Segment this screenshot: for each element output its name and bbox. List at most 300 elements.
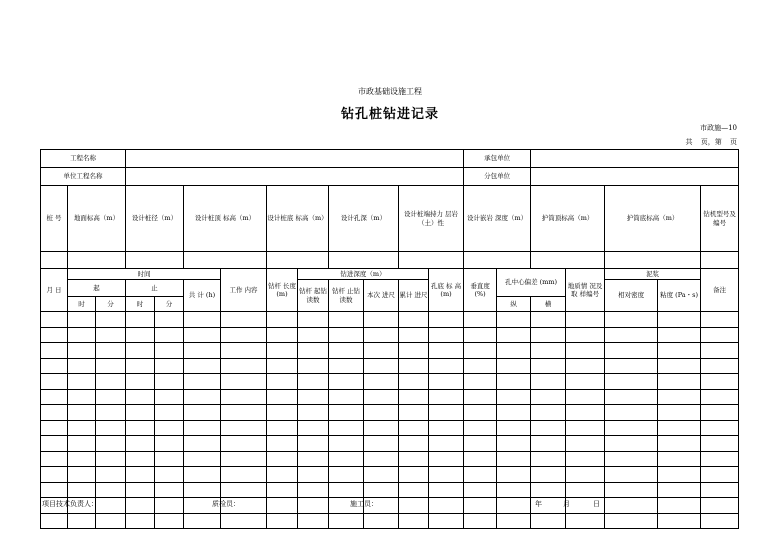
record-cell — [298, 405, 329, 421]
record-cell — [267, 451, 298, 467]
record-cell — [464, 498, 497, 514]
geology-header: 地质情 况及取 样编号 — [566, 269, 605, 312]
record-cell — [364, 436, 399, 452]
record-cell — [531, 467, 566, 483]
record-cell — [41, 513, 68, 529]
record-cell — [329, 343, 364, 359]
record-cell — [41, 420, 68, 436]
record-cell — [531, 513, 566, 529]
record-cell — [298, 513, 329, 529]
record-cell — [399, 327, 429, 343]
record-cell — [41, 467, 68, 483]
record-cell — [429, 467, 464, 483]
record-cell — [329, 327, 364, 343]
hole-depth-header: 设计孔深（m） — [329, 186, 399, 252]
record-cell — [96, 343, 126, 359]
design-value-cell — [126, 252, 184, 269]
record-cell — [605, 343, 658, 359]
record-cell — [701, 343, 739, 359]
record-cell — [497, 312, 531, 328]
record-cell — [364, 374, 399, 390]
record-cell — [329, 482, 364, 498]
record-cell — [464, 467, 497, 483]
record-cell — [658, 327, 701, 343]
record-cell — [68, 467, 96, 483]
record-cell — [155, 482, 184, 498]
design-value-cell — [605, 252, 701, 269]
record-cell — [126, 451, 155, 467]
record-cell — [96, 482, 126, 498]
record-cell — [267, 374, 298, 390]
record-cell — [701, 389, 739, 405]
record-cell — [126, 482, 155, 498]
record-cell — [184, 451, 221, 467]
month-label: 月 — [563, 500, 570, 508]
record-row — [41, 389, 739, 405]
record-cell — [399, 374, 429, 390]
casing-top-elev-header: 护筒顶标高（m） — [531, 186, 605, 252]
record-cell — [531, 358, 566, 374]
transverse-header: 横 — [531, 297, 566, 312]
record-row — [41, 498, 739, 514]
record-cell — [399, 389, 429, 405]
record-cell — [155, 467, 184, 483]
record-cell — [497, 436, 531, 452]
total-hours-header: 共 计 (h) — [184, 280, 221, 312]
design-value-cell — [531, 252, 605, 269]
cumulative-footage-header: 累计 进尺 — [399, 280, 429, 312]
record-cell — [41, 482, 68, 498]
record-header-row-2 — [41, 280, 739, 297]
record-cell — [267, 513, 298, 529]
record-cell — [566, 420, 605, 436]
design-value-cell — [68, 252, 126, 269]
record-cell — [364, 327, 399, 343]
record-cell — [221, 420, 267, 436]
subcontractor-value — [531, 168, 739, 186]
casing-bottom-elev-header: 护筒底标高（m） — [605, 186, 701, 252]
record-cell — [464, 513, 497, 529]
form-number: 市政施—10 — [700, 124, 737, 132]
record-cell — [605, 482, 658, 498]
record-cell — [464, 389, 497, 405]
record-cell — [497, 498, 531, 514]
record-cell — [68, 358, 96, 374]
design-value-cell — [41, 252, 68, 269]
record-cell — [298, 358, 329, 374]
end-bearing-layer-header: 设计桩端持力 层岩（土）性 — [399, 186, 464, 252]
info-row-project — [41, 150, 739, 168]
rod-start-count-header: 钻杆 起钻 读数 — [298, 280, 329, 312]
record-cell — [429, 451, 464, 467]
inspector-signature-label: 质检员： — [212, 500, 240, 508]
record-cell — [96, 405, 126, 421]
record-cell — [364, 420, 399, 436]
record-cell — [566, 451, 605, 467]
record-cell — [96, 498, 126, 514]
date-header: 月 日 — [41, 269, 68, 312]
record-cell — [155, 420, 184, 436]
record-cell — [429, 358, 464, 374]
record-cell — [329, 358, 364, 374]
record-cell — [701, 358, 739, 374]
record-cell — [298, 420, 329, 436]
record-cell — [364, 513, 399, 529]
record-cell — [184, 436, 221, 452]
design-value-cell — [399, 252, 464, 269]
record-cell — [464, 420, 497, 436]
design-section — [41, 186, 739, 269]
record-cell — [126, 420, 155, 436]
record-cell — [605, 358, 658, 374]
drilling-depth-header: 钻进深度（m） — [298, 269, 429, 280]
record-cell — [605, 420, 658, 436]
record-cell — [658, 343, 701, 359]
record-cell — [658, 498, 701, 514]
record-cell — [399, 343, 429, 359]
record-cell — [329, 312, 364, 328]
record-cell — [497, 405, 531, 421]
record-cell — [364, 312, 399, 328]
record-cell — [464, 343, 497, 359]
record-cell — [658, 482, 701, 498]
remarks-header: 备注 — [701, 269, 739, 312]
record-cell — [605, 467, 658, 483]
contractor-value — [531, 150, 739, 168]
record-cell — [96, 327, 126, 343]
record-row — [41, 358, 739, 374]
record-cell — [96, 312, 126, 328]
record-cell — [399, 405, 429, 421]
record-cell — [497, 420, 531, 436]
record-cell — [531, 312, 566, 328]
record-cell — [155, 389, 184, 405]
record-cell — [658, 513, 701, 529]
relative-density-header: 相对密度 — [605, 280, 658, 312]
record-cell — [329, 513, 364, 529]
record-row — [41, 405, 739, 421]
record-cell — [41, 343, 68, 359]
record-cell — [41, 358, 68, 374]
record-cell — [329, 451, 364, 467]
record-cell — [566, 482, 605, 498]
record-cell — [364, 343, 399, 359]
ground-elev-header: 地面标高（m） — [68, 186, 126, 252]
record-cell — [429, 389, 464, 405]
record-cell — [155, 405, 184, 421]
record-cell — [126, 343, 155, 359]
record-cell — [701, 420, 739, 436]
record-cell — [155, 343, 184, 359]
record-cell — [701, 451, 739, 467]
record-cell — [364, 451, 399, 467]
pile-top-elev-header: 设计桩顶 标高（m） — [184, 186, 267, 252]
record-cell — [267, 389, 298, 405]
record-row — [41, 467, 739, 483]
record-cell — [221, 513, 267, 529]
record-cell — [155, 358, 184, 374]
record-cell — [68, 436, 96, 452]
record-cell — [329, 374, 364, 390]
record-cell — [68, 405, 96, 421]
record-cell — [267, 436, 298, 452]
pile-dia-header: 设计桩径（m） — [126, 186, 184, 252]
record-cell — [464, 327, 497, 343]
record-cell — [364, 358, 399, 374]
record-cell — [605, 405, 658, 421]
record-cell — [184, 405, 221, 421]
record-cell — [701, 374, 739, 390]
record-cell — [41, 389, 68, 405]
record-cell — [464, 482, 497, 498]
record-cell — [566, 358, 605, 374]
unit-project-label: 单位工程名称 — [41, 168, 126, 186]
record-cell — [429, 498, 464, 514]
record-cell — [96, 389, 126, 405]
record-header-row-1 — [41, 269, 739, 280]
record-cell — [267, 482, 298, 498]
record-cell — [41, 451, 68, 467]
record-cell — [267, 405, 298, 421]
record-cell — [155, 451, 184, 467]
record-cell — [429, 405, 464, 421]
record-cell — [68, 420, 96, 436]
record-cell — [605, 436, 658, 452]
record-row — [41, 374, 739, 390]
record-cell — [566, 513, 605, 529]
record-cell — [399, 451, 429, 467]
record-cell — [298, 482, 329, 498]
record-cell — [464, 405, 497, 421]
record-cell — [497, 358, 531, 374]
record-cell — [298, 343, 329, 359]
record-cell — [531, 436, 566, 452]
record-cell — [497, 389, 531, 405]
contractor-label: 承包单位 — [464, 150, 531, 168]
record-cell — [531, 420, 566, 436]
record-cell — [96, 513, 126, 529]
record-cell — [126, 513, 155, 529]
record-cell — [658, 405, 701, 421]
record-cell — [221, 312, 267, 328]
record-cell — [605, 451, 658, 467]
record-cell — [267, 327, 298, 343]
rig-model-header: 钻机型号及编号 — [701, 186, 739, 252]
record-cell — [184, 513, 221, 529]
stop-minute-header: 分 — [155, 297, 184, 312]
record-cell — [701, 482, 739, 498]
record-cell — [298, 312, 329, 328]
drilling-record-table — [40, 149, 739, 529]
record-cell — [658, 436, 701, 452]
record-cell — [399, 482, 429, 498]
record-cell — [701, 513, 739, 529]
record-cell — [68, 312, 96, 328]
record-cell — [429, 436, 464, 452]
record-cell — [399, 358, 429, 374]
center-deviation-header: 孔中心偏差 (mm) — [497, 269, 566, 297]
record-cell — [267, 312, 298, 328]
record-cell — [126, 374, 155, 390]
record-cell — [96, 358, 126, 374]
record-cell — [566, 343, 605, 359]
verticality-header: 垂直度 (%) — [464, 269, 497, 312]
longitudinal-header: 纵 — [497, 297, 531, 312]
record-cell — [566, 467, 605, 483]
record-cell — [329, 420, 364, 436]
record-cell — [267, 420, 298, 436]
record-cell — [126, 327, 155, 343]
record-cell — [399, 498, 429, 514]
design-value-cell — [701, 252, 739, 269]
record-cell — [566, 389, 605, 405]
record-cell — [329, 467, 364, 483]
record-cell — [464, 312, 497, 328]
record-cell — [605, 389, 658, 405]
rod-length-header: 钻杆 长度 (m) — [267, 269, 298, 312]
record-cell — [184, 374, 221, 390]
stop-hour-header: 时 — [126, 297, 155, 312]
this-footage-header: 本次 进尺 — [364, 280, 399, 312]
record-cell — [566, 405, 605, 421]
record-cell — [429, 420, 464, 436]
record-cell — [399, 312, 429, 328]
record-row — [41, 513, 739, 529]
constructor-signature-label: 施工员： — [350, 500, 378, 508]
record-cell — [531, 405, 566, 421]
record-cell — [298, 389, 329, 405]
record-cell — [41, 327, 68, 343]
record-cell — [399, 436, 429, 452]
record-cell — [155, 374, 184, 390]
record-cell — [429, 513, 464, 529]
record-cell — [221, 327, 267, 343]
record-cell — [464, 374, 497, 390]
time-stop-header: 止 — [126, 280, 184, 297]
record-cell — [267, 343, 298, 359]
record-cell — [429, 327, 464, 343]
record-cell — [605, 498, 658, 514]
record-cell — [184, 420, 221, 436]
record-cell — [364, 482, 399, 498]
record-row — [41, 436, 739, 452]
record-cell — [658, 389, 701, 405]
record-cell — [605, 513, 658, 529]
record-cell — [658, 420, 701, 436]
record-cell — [221, 358, 267, 374]
record-cell — [184, 389, 221, 405]
record-cell — [126, 436, 155, 452]
record-cell — [155, 436, 184, 452]
record-cell — [531, 343, 566, 359]
record-cell — [399, 513, 429, 529]
record-row — [41, 312, 739, 328]
record-cell — [68, 389, 96, 405]
record-row — [41, 420, 739, 436]
record-cell — [605, 312, 658, 328]
record-cell — [429, 374, 464, 390]
record-cell — [497, 467, 531, 483]
pile-bottom-elev-header: 设计桩底 标高（m） — [267, 186, 329, 252]
year-label: 年 — [535, 500, 542, 508]
record-cell — [267, 358, 298, 374]
tech-lead-signature-label: 项目技术负责人： — [42, 500, 98, 508]
record-cell — [429, 343, 464, 359]
record-cell — [126, 312, 155, 328]
record-cell — [298, 327, 329, 343]
record-cell — [155, 312, 184, 328]
mud-header: 泥浆 — [605, 269, 701, 280]
record-cell — [566, 312, 605, 328]
record-cell — [329, 389, 364, 405]
record-cell — [497, 343, 531, 359]
record-cell — [221, 467, 267, 483]
record-cell — [605, 327, 658, 343]
record-cell — [497, 482, 531, 498]
record-cell — [221, 482, 267, 498]
record-cell — [298, 436, 329, 452]
project-name-value — [126, 150, 464, 168]
record-cell — [399, 467, 429, 483]
record-cell — [155, 327, 184, 343]
record-cell — [658, 467, 701, 483]
record-cell — [184, 343, 221, 359]
subcontractor-label: 分包单位 — [464, 168, 531, 186]
record-cell — [221, 389, 267, 405]
record-cell — [221, 343, 267, 359]
record-row — [41, 451, 739, 467]
record-cell — [605, 374, 658, 390]
time-header: 时间 — [68, 269, 221, 280]
record-cell — [221, 405, 267, 421]
record-cell — [267, 498, 298, 514]
record-cell — [658, 451, 701, 467]
record-cell — [155, 513, 184, 529]
record-cell — [41, 436, 68, 452]
design-header-row — [41, 186, 739, 252]
record-cell — [126, 467, 155, 483]
record-cell — [531, 374, 566, 390]
record-row — [41, 327, 739, 343]
record-cell — [68, 482, 96, 498]
record-cell — [364, 405, 399, 421]
record-cell — [701, 327, 739, 343]
record-cell — [126, 405, 155, 421]
record-cell — [155, 498, 184, 514]
record-cell — [184, 312, 221, 328]
record-cell — [531, 389, 566, 405]
record-cell — [364, 467, 399, 483]
record-cell — [464, 436, 497, 452]
record-cell — [429, 312, 464, 328]
record-cell — [298, 498, 329, 514]
day-label: 日 — [593, 500, 600, 508]
record-cell — [399, 420, 429, 436]
record-cell — [126, 358, 155, 374]
record-section — [41, 269, 739, 529]
record-cell — [701, 405, 739, 421]
record-cell — [329, 436, 364, 452]
record-cell — [566, 327, 605, 343]
page-info: 共 页，第 页 — [685, 138, 737, 146]
form-supertitle: 市政基础设施工程 — [358, 87, 422, 96]
design-value-row — [41, 252, 739, 269]
rock-socket-depth-header: 设计嵌岩 深度（m） — [464, 186, 531, 252]
hole-bottom-elev-header: 孔底 标 高 (m) — [429, 269, 464, 312]
record-cell — [221, 374, 267, 390]
record-cell — [68, 327, 96, 343]
record-cell — [298, 451, 329, 467]
